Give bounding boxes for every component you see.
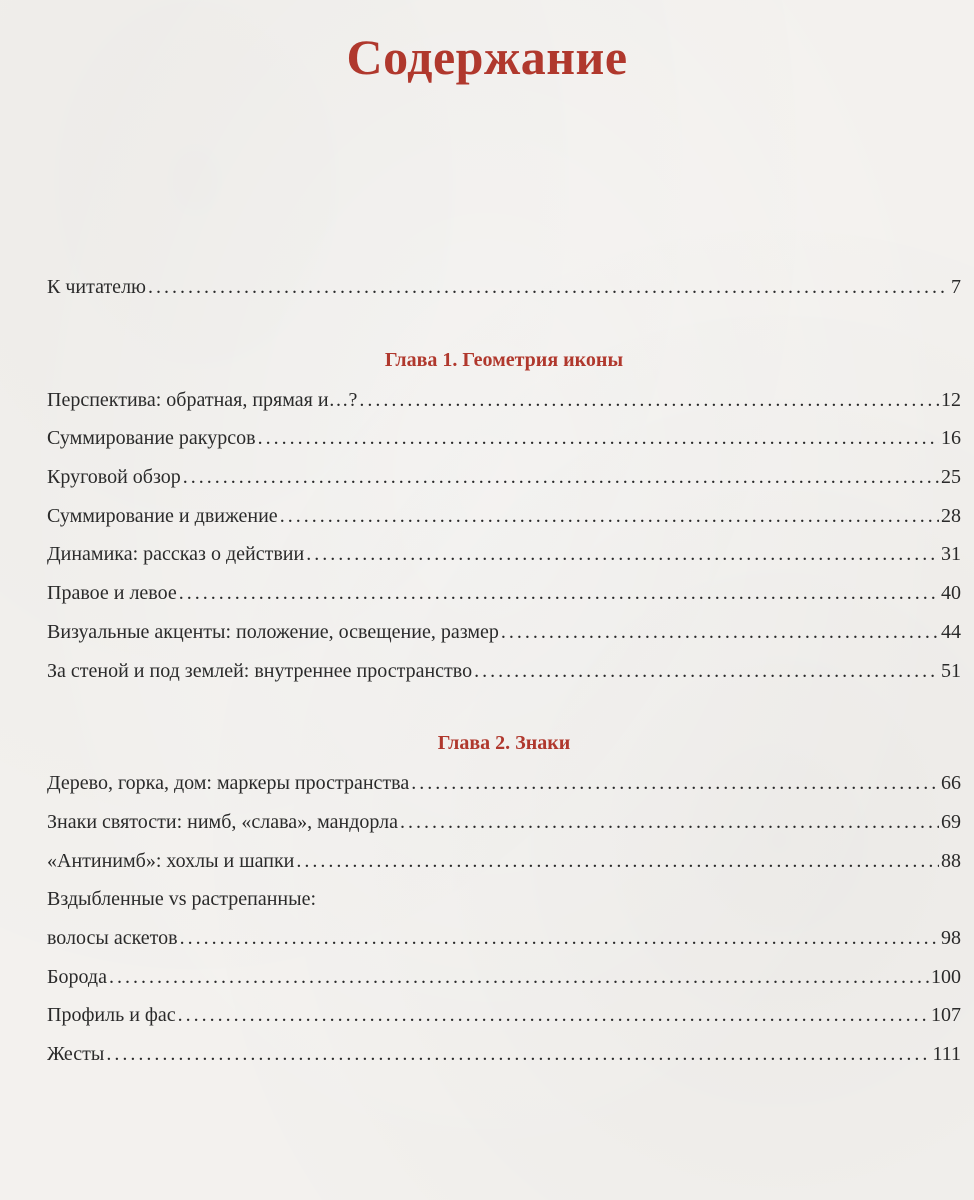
toc-entry-page: 69 bbox=[941, 810, 961, 833]
toc-entry-label: Дерево, горка, дом: маркеры пространства bbox=[47, 772, 410, 795]
toc-entry[interactable] bbox=[47, 1004, 961, 1043]
toc-entry-page: 44 bbox=[941, 620, 961, 643]
toc-entry-page: 88 bbox=[941, 849, 961, 872]
toc-entry-label: Правое и левое bbox=[47, 582, 177, 605]
toc-entry[interactable] bbox=[47, 811, 961, 850]
toc-entry-page: 12 bbox=[941, 388, 961, 411]
toc-entry[interactable] bbox=[47, 543, 961, 582]
dot-leader bbox=[296, 850, 939, 873]
toc-entry-page: 28 bbox=[941, 504, 961, 527]
table-of-contents bbox=[47, 276, 961, 1082]
toc-entry-label: К читателю bbox=[47, 276, 146, 298]
toc-entry[interactable] bbox=[47, 660, 961, 699]
chapter-1-heading[interactable]: Глава 1. Геометрия иконы bbox=[384, 348, 624, 371]
toc-entry[interactable] bbox=[47, 505, 961, 544]
toc-entry[interactable] bbox=[47, 850, 961, 889]
toc-entry[interactable] bbox=[47, 966, 961, 1005]
toc-entry-page: 107 bbox=[931, 1004, 961, 1027]
toc-entry-page: 111 bbox=[932, 1043, 961, 1065]
toc-entry[interactable] bbox=[47, 582, 961, 621]
dot-leader bbox=[179, 582, 939, 605]
toc-entry-label: Жесты bbox=[47, 1043, 105, 1065]
toc-entry-label: «Антинимб»: хохлы и шапки bbox=[47, 849, 295, 872]
toc-entry-label: Борода bbox=[47, 965, 107, 988]
dot-leader bbox=[180, 927, 939, 950]
toc-entry-label: Суммирование и движение bbox=[47, 504, 278, 527]
dot-leader bbox=[109, 966, 929, 989]
dot-leader bbox=[306, 543, 939, 566]
toc-entry-label: волосы аскетов bbox=[47, 926, 178, 949]
toc-entry[interactable] bbox=[47, 927, 961, 966]
toc-entry-page: 66 bbox=[941, 772, 961, 795]
toc-entry[interactable] bbox=[47, 389, 961, 428]
dot-leader bbox=[501, 621, 939, 644]
toc-entry[interactable] bbox=[47, 1043, 961, 1082]
chapter-2-heading[interactable]: Глава 2. Знаки bbox=[437, 732, 571, 755]
toc-entry-page: 31 bbox=[941, 543, 961, 566]
toc-entry[interactable] bbox=[47, 427, 961, 466]
toc-entry-page: 16 bbox=[941, 427, 961, 450]
toc-entry-label: Суммирование ракурсов bbox=[47, 427, 256, 450]
toc-entry-label: Знаки святости: нимб, «слава», мандорла bbox=[47, 810, 399, 833]
toc-entry-label: Профиль и фас bbox=[47, 1004, 176, 1027]
toc-entry[interactable] bbox=[47, 772, 961, 811]
toc-entry-intro[interactable] bbox=[47, 276, 961, 315]
toc-entry-page: 98 bbox=[941, 926, 961, 949]
toc-entry-label: Вздыбленные vs растрепанные: bbox=[47, 888, 317, 911]
dot-leader bbox=[258, 427, 939, 450]
page-title: Содержание bbox=[346, 29, 628, 85]
dot-leader bbox=[474, 660, 939, 683]
dot-leader bbox=[400, 811, 939, 834]
toc-entry-label: Динамика: рассказ о действии bbox=[47, 543, 305, 566]
toc-entry-page: 40 bbox=[941, 582, 961, 605]
toc-entry-page: 25 bbox=[941, 466, 961, 489]
toc-entry-page: 7 bbox=[951, 276, 961, 298]
toc-entry-label: За стеной и под землей: внутреннее пространство bbox=[47, 659, 473, 682]
dot-leader bbox=[359, 389, 939, 412]
toc-entry-label: Круговой обзор bbox=[47, 466, 181, 489]
toc-entry-page: 51 bbox=[941, 659, 961, 682]
toc-entry-continued[interactable] bbox=[47, 888, 961, 927]
toc-entry-label: Перспектива: обратная, прямая и…? bbox=[47, 388, 358, 411]
toc-entry[interactable] bbox=[47, 466, 961, 505]
dot-leader bbox=[183, 466, 939, 489]
dot-leader bbox=[280, 505, 939, 528]
toc-entry[interactable] bbox=[47, 621, 961, 660]
toc-entry-page: 100 bbox=[931, 965, 961, 988]
toc-entry-label: Визуальные акценты: положение, освещение, размер bbox=[47, 620, 499, 643]
dot-leader bbox=[106, 1043, 930, 1066]
dot-leader bbox=[148, 276, 949, 299]
dot-leader bbox=[411, 772, 939, 795]
dot-leader bbox=[178, 1004, 929, 1027]
